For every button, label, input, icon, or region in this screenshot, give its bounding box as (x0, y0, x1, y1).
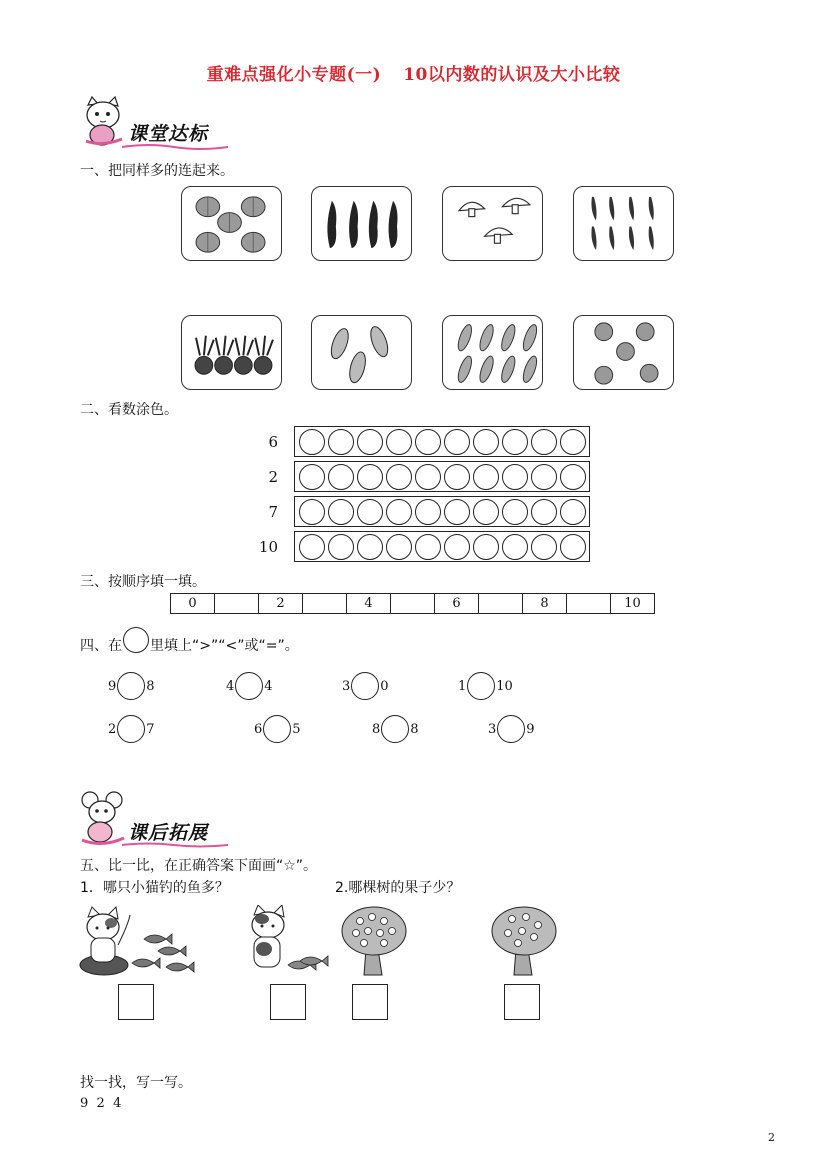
compare-item (458, 672, 513, 694)
sequence-cell: 10 (611, 594, 655, 614)
color-circle[interactable] (299, 464, 325, 490)
banner-after-class (78, 790, 228, 848)
color-circle[interactable] (560, 499, 586, 525)
q5-sub1: 1．哪只小猫钓的鱼多？ (80, 880, 229, 896)
mouse-mascot-icon (78, 790, 130, 848)
q1-label: 一、把同样多的连起来。 (80, 163, 234, 179)
answer-box-tree-2[interactable] (504, 984, 540, 1020)
compare-right: 8 (410, 722, 419, 737)
color-circle[interactable] (502, 464, 528, 490)
compare-right: 8 (146, 679, 155, 694)
circle-symbol-icon (123, 627, 149, 653)
compare-item (254, 715, 301, 737)
compare-circle[interactable] (263, 715, 291, 743)
q4-label-before: 四、在 (80, 638, 122, 654)
compare-left: 6 (254, 722, 263, 737)
color-circle[interactable] (473, 534, 499, 560)
color-circle[interactable] (560, 464, 586, 490)
color-circle[interactable] (531, 499, 557, 525)
compare-right: 7 (146, 722, 155, 737)
compare-left: 9 (108, 679, 117, 694)
compare-item (342, 672, 389, 694)
q6-numbers: 9 2 4 (80, 1096, 122, 1111)
title-right: 10以内数的认识及大小比较 (403, 65, 621, 85)
q5-sub2: 2.哪棵树的果子少？ (335, 880, 461, 896)
banner-title: 课堂达标 (128, 123, 209, 145)
q5-label: 五、比一比，在正确答案下面画“☆”。 (80, 858, 318, 874)
compare-left: 8 (372, 722, 381, 737)
circle-row-1 (294, 426, 590, 457)
banner-class-practice (78, 95, 228, 151)
sequence-table (170, 593, 655, 614)
compare-circle[interactable] (351, 672, 379, 700)
compare-item (372, 715, 419, 737)
color-circle[interactable] (502, 499, 528, 525)
color-circle[interactable] (531, 464, 557, 490)
color-circle[interactable] (386, 499, 412, 525)
circle-row-4 (294, 531, 590, 562)
color-circle[interactable] (444, 534, 470, 560)
compare-circle[interactable] (235, 672, 263, 700)
compare-circle[interactable] (467, 672, 495, 700)
sequence-blank[interactable] (567, 594, 611, 614)
page-number: 2 (768, 1131, 775, 1144)
answer-box-cat-2[interactable] (270, 984, 306, 1020)
q4-label-after: 里填上“>”“<”或“=”。 (150, 638, 299, 654)
radishes-picture (181, 315, 282, 390)
compare-circle[interactable] (117, 715, 145, 743)
color-circle[interactable] (328, 429, 354, 455)
compare-left: 3 (488, 722, 497, 737)
compare-right: 5 (292, 722, 301, 737)
color-circle[interactable] (386, 464, 412, 490)
row-number-1: 6 (268, 433, 278, 451)
cat-with-few-fish-picture (240, 905, 330, 977)
color-circle[interactable] (357, 534, 383, 560)
color-circle[interactable] (444, 429, 470, 455)
compare-circle[interactable] (497, 715, 525, 743)
color-circle[interactable] (502, 429, 528, 455)
tomatoes-picture (573, 315, 674, 390)
color-circle[interactable] (328, 534, 354, 560)
compare-right: 4 (264, 679, 273, 694)
banner-title: 课后拓展 (128, 822, 209, 844)
answer-box-cat-1[interactable] (118, 984, 154, 1020)
pumpkins-picture (181, 186, 282, 261)
color-circle[interactable] (531, 534, 557, 560)
title-left: 重难点强化小专题(一) (206, 65, 382, 85)
color-circle[interactable] (502, 534, 528, 560)
compare-left: 2 (108, 722, 117, 737)
color-circle[interactable] (357, 464, 383, 490)
sequence-blank[interactable] (215, 594, 259, 614)
color-circle[interactable] (415, 429, 441, 455)
color-circle[interactable] (386, 429, 412, 455)
page-title (0, 60, 827, 85)
color-circle[interactable] (328, 499, 354, 525)
eggplants-picture (311, 186, 412, 261)
q6-label: 找一找，写一写。 (80, 1075, 192, 1091)
compare-circle[interactable] (117, 672, 145, 700)
peppers-picture (573, 186, 674, 261)
row-number-3: 7 (268, 503, 278, 521)
q3-label: 三、按顺序填一填。 (80, 574, 206, 590)
compare-left: 3 (342, 679, 351, 694)
row-number-4: 10 (258, 538, 278, 556)
color-circle[interactable] (415, 499, 441, 525)
color-circle[interactable] (560, 534, 586, 560)
color-circle[interactable] (328, 464, 354, 490)
color-circle[interactable] (473, 499, 499, 525)
color-circle[interactable] (531, 429, 557, 455)
sequence-blank[interactable] (391, 594, 435, 614)
sequence-cell: 4 (347, 594, 391, 614)
compare-left: 4 (226, 679, 235, 694)
color-circle[interactable] (357, 429, 383, 455)
mushrooms-picture (442, 186, 543, 261)
tree-few-fruits-picture (490, 903, 558, 977)
leaves-picture (442, 315, 543, 390)
color-circle[interactable] (299, 499, 325, 525)
q2-label: 二、看数涂色。 (80, 402, 178, 418)
color-circle[interactable] (473, 464, 499, 490)
compare-right: 9 (526, 722, 535, 737)
color-circle[interactable] (386, 534, 412, 560)
color-circle[interactable] (415, 534, 441, 560)
tree-many-fruits-picture (340, 903, 408, 977)
compare-item (488, 715, 535, 737)
color-circle[interactable] (560, 429, 586, 455)
compare-circle[interactable] (381, 715, 409, 743)
compare-item (108, 672, 155, 694)
circle-row-3 (294, 496, 590, 527)
compare-item (108, 715, 155, 737)
compare-item (226, 672, 273, 694)
answer-box-tree-1[interactable] (352, 984, 388, 1020)
color-circle[interactable] (473, 429, 499, 455)
sequence-cell: 6 (435, 594, 479, 614)
sequence-cell: 8 (523, 594, 567, 614)
circle-row-2 (294, 461, 590, 492)
sequence-blank[interactable] (479, 594, 523, 614)
compare-right: 10 (496, 679, 513, 694)
color-circle[interactable] (299, 534, 325, 560)
sequence-cell: 2 (259, 594, 303, 614)
color-circle[interactable] (415, 464, 441, 490)
color-circle[interactable] (444, 499, 470, 525)
row-number-2: 2 (268, 468, 278, 486)
ribbon-decoration (122, 842, 228, 848)
compare-right: 0 (380, 679, 389, 694)
compare-left: 1 (458, 679, 467, 694)
color-circle[interactable] (299, 429, 325, 455)
q4-label (80, 635, 299, 655)
sequence-blank[interactable] (303, 594, 347, 614)
corn-picture (311, 315, 412, 390)
color-circle[interactable] (357, 499, 383, 525)
ribbon-decoration (122, 143, 228, 151)
cat-with-many-fish-picture (78, 905, 196, 977)
color-circle[interactable] (444, 464, 470, 490)
sequence-cell: 0 (171, 594, 215, 614)
